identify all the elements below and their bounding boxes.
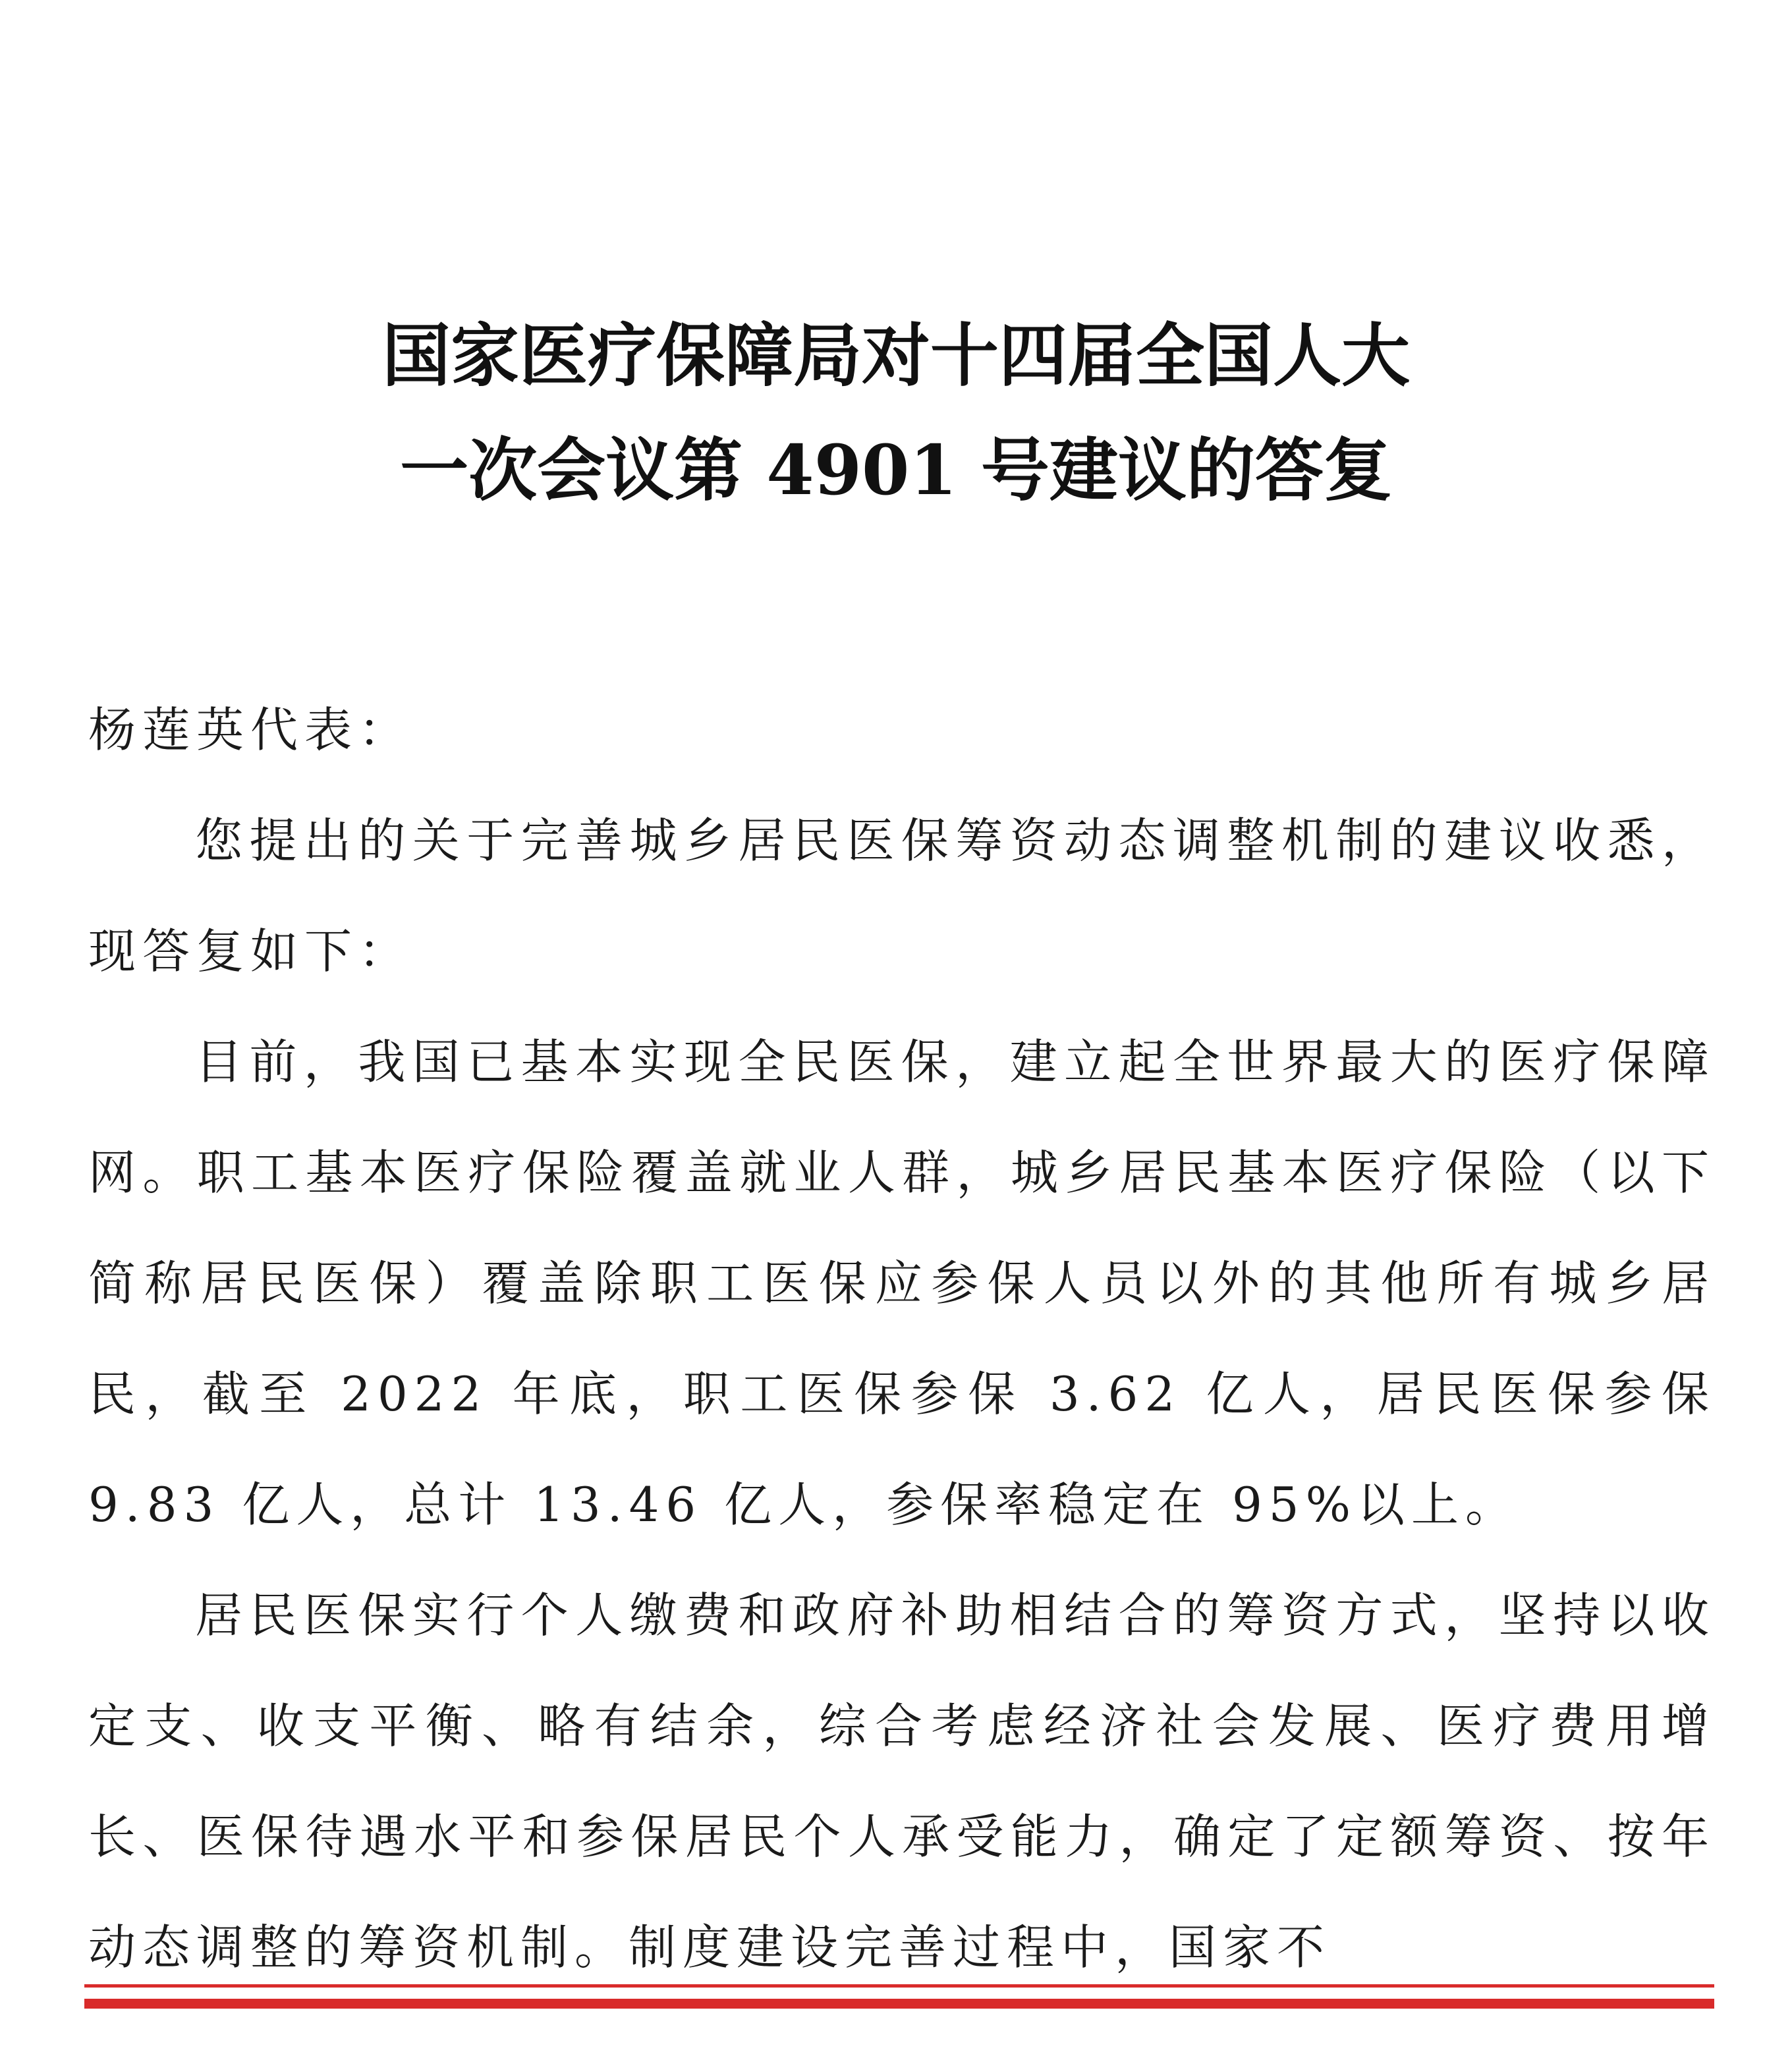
document-title-line-1: 国家医疗保障局对十四届全国人大 (381, 315, 1410, 396)
paragraph-1: 您提出的关于完善城乡居民医保筹资动态调整机制的建议收悉，现答复如下： (88, 813, 1716, 979)
document-body (88, 675, 1716, 2003)
document-title-line-2: 一次会议第 4901 号建议的答复 (400, 430, 1392, 511)
footer-rule-thick (84, 1999, 1714, 2009)
paragraph-3: 居民医保实行个人缴费和政府补助相结合的筹资方式，坚持以收定支、收支平衡、略有结余，综合考虑经济社会发展、医疗费用增长、医保待遇水平和参保居民个人承受能力，确定了定额筹资、按年动态调整的筹资机制。制度建设完善过程中，国家不 (88, 1588, 1716, 1975)
footer-rule-thin (84, 1984, 1714, 1988)
salutation: 杨莲英代表： (88, 702, 413, 758)
paragraph-2: 目前，我国已基本实现全民医保，建立起全世界最大的医疗保障网。职工基本医疗保险覆盖就业人群，城乡居民基本医疗保险（以下简称居民医保）覆盖除职工医保应参保人员以外的其他所有城乡居民，截至 2022 年底，职工医保参保 3.62 亿人，居民医保参保 9.83 亿人，总计 13.46 亿人，参保率稳定在 95%以上。 (88, 1034, 1716, 1532)
